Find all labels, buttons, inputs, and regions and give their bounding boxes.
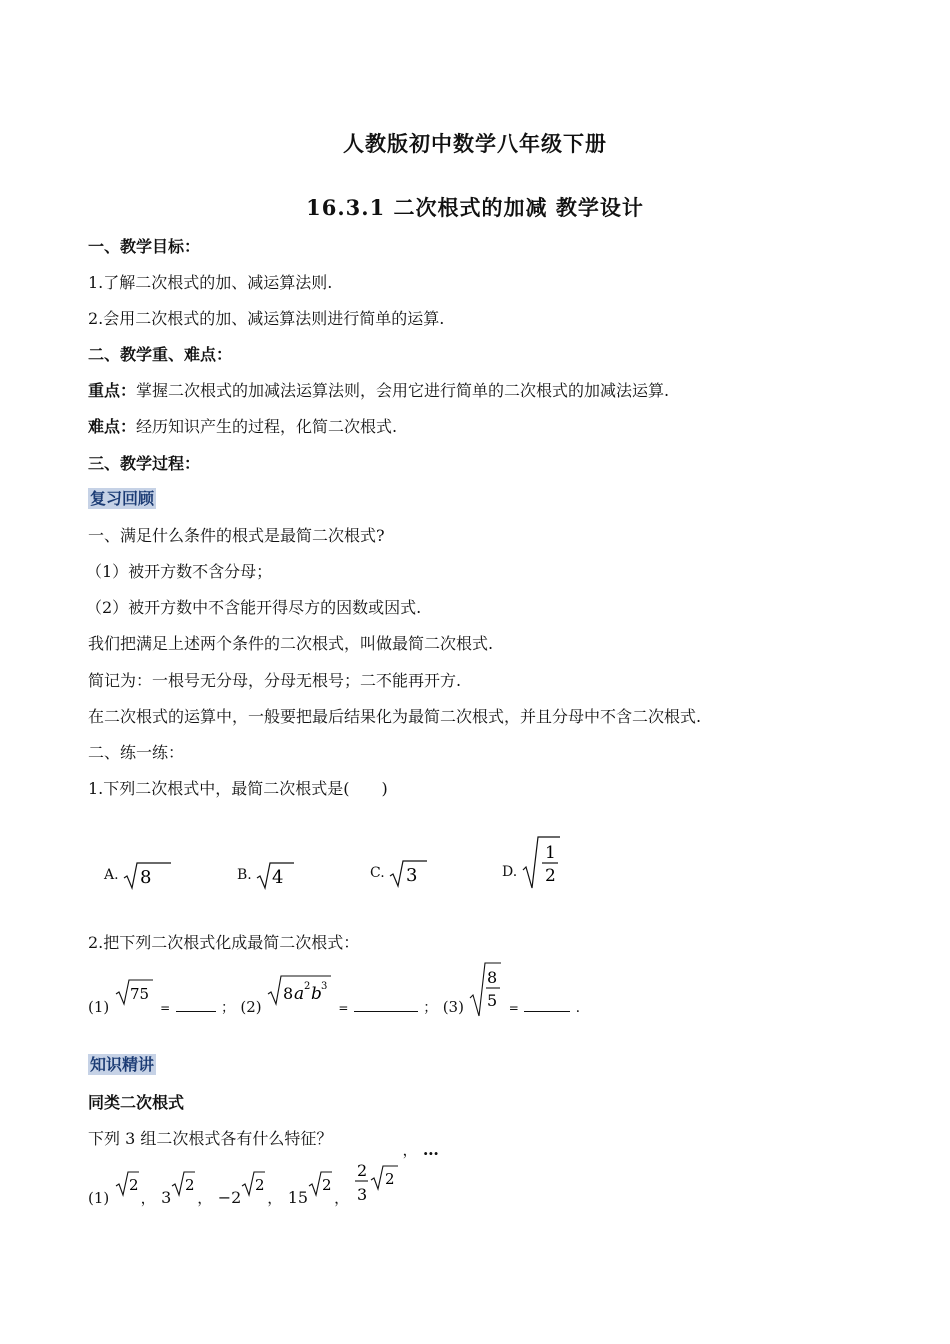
- section-heading-process: 三、教学过程：: [88, 454, 201, 473]
- goal-item-1: 1.了解二次根式的加、减运算法则.: [88, 273, 333, 292]
- definition-text: 我们把满足上述两个条件的二次根式，叫做最简二次根式.: [88, 634, 494, 653]
- mnemonic-text: 简记为：一根号无分母，分母无根号；二不能再开方.: [88, 671, 462, 690]
- option-b-radicand: 4: [272, 867, 284, 888]
- condition-2: （2）被开方数中不含能开得尽方的因数或因式.: [86, 598, 422, 617]
- group-1-radicand: 2: [185, 1176, 195, 1194]
- comma: ，: [334, 1188, 350, 1207]
- comma: ，: [197, 1188, 213, 1207]
- sqrt-symbol: [267, 972, 333, 1006]
- group-1-radicand: 2: [385, 1170, 396, 1188]
- sqrt-symbol: [171, 1169, 197, 1197]
- sqrt-symbol: [389, 858, 429, 888]
- ellipsis: …: [422, 1139, 439, 1159]
- option-a-radicand: 8: [140, 867, 152, 888]
- key-point-label: 重点：: [88, 381, 137, 400]
- difficulty-label: 难点：: [88, 417, 137, 436]
- sqrt-symbol: [522, 834, 562, 890]
- exercise-1: 1.下列二次根式中，最简二次根式是( ): [88, 779, 388, 798]
- group-1-frac-denominator: 3: [357, 1185, 368, 1204]
- group-1-radicand: 2: [128, 1176, 139, 1194]
- group-1-radicand: 2: [322, 1176, 332, 1194]
- review-question: 一、满足什么条件的根式是最简二次根式?: [88, 526, 385, 545]
- group-1-coef-3: −2: [217, 1187, 242, 1207]
- answer-blank-2[interactable]: [354, 997, 418, 1012]
- group-question: 下列 3 组二次根式各有什么特征？: [88, 1129, 333, 1148]
- ex2-part1-radicand: 75: [129, 985, 149, 1003]
- sqrt-symbol: [308, 1169, 334, 1197]
- ex2-part2-a-exponent: 2: [304, 981, 311, 992]
- sqrt-symbol: [241, 1169, 267, 1197]
- ex2-part2-b-exponent: 3: [321, 981, 328, 992]
- comma: ，: [140, 1188, 156, 1207]
- sqrt-symbol: [115, 976, 155, 1006]
- condition-1: （1）被开方数不含分母；: [86, 562, 273, 581]
- group-1-frac-numerator: 2: [357, 1161, 368, 1180]
- option-d: [502, 834, 562, 890]
- option-a: [104, 860, 173, 890]
- practice-heading: 二、练一练：: [88, 743, 185, 762]
- option-b: [237, 860, 296, 890]
- equals-sign: =: [508, 1000, 519, 1015]
- sqrt-symbol: [123, 860, 173, 890]
- goal-item-2: 2.会用二次根式的加、减运算法则进行简单的运算.: [88, 309, 445, 328]
- rule-text: 在二次根式的运算中，一般要把最后结果化为最简二次根式，并且分母中不含二次根式.: [88, 707, 702, 726]
- option-b-label: B.: [237, 867, 252, 883]
- main-title: 人教版初中数学八年级下册: [343, 131, 607, 156]
- section-heading-keypoints: 二、教学重、难点：: [88, 345, 233, 364]
- key-point-text: 掌握二次根式的加减法运算法则，会用它进行简单的二次根式的加减法运算.: [136, 381, 670, 400]
- comma: ，: [402, 1140, 418, 1159]
- exercise-2-expressions: [88, 958, 580, 1016]
- answer-blank-1[interactable]: [176, 997, 216, 1012]
- ex2-part3-denominator: 5: [487, 991, 498, 1010]
- option-d-label: D.: [502, 864, 518, 880]
- review-tag-line: [88, 486, 156, 509]
- fraction-sqrt: [354, 1156, 402, 1208]
- ex2-part2-label: (2): [240, 997, 262, 1016]
- separator: ；: [220, 999, 235, 1016]
- ex2-part2-a: a: [294, 984, 305, 1004]
- separator: ；: [423, 999, 438, 1016]
- similar-radicals-heading: 同类二次根式: [88, 1093, 185, 1112]
- option-d-numerator: 1: [544, 843, 556, 863]
- period: .: [575, 999, 581, 1016]
- answer-blank-3[interactable]: [524, 997, 570, 1012]
- difficulty-line: [88, 414, 397, 437]
- review-tag: 复习回顾: [90, 489, 155, 508]
- ex2-part2-b: b: [311, 984, 322, 1004]
- sub-title: 16.3.1 二次根式的加减 教学设计: [306, 195, 644, 220]
- option-c-label: C.: [370, 865, 385, 881]
- section-heading-goals: 一、教学目标：: [88, 237, 201, 256]
- knowledge-tag: 知识精讲: [90, 1055, 155, 1074]
- group-1-coef-2: 3: [161, 1187, 172, 1207]
- equals-sign: =: [160, 1000, 171, 1015]
- group-1-expression: [88, 1139, 439, 1208]
- group-1-coef-4: 15: [287, 1187, 309, 1207]
- option-d-denominator: 2: [544, 866, 556, 886]
- ex2-part3-label: (3): [442, 997, 464, 1016]
- ex2-part3-numerator: 8: [487, 968, 498, 987]
- option-a-label: A.: [104, 867, 119, 883]
- key-point-line: [88, 378, 669, 401]
- ex2-part1-label: (1): [88, 997, 110, 1016]
- knowledge-tag-line: [88, 1052, 156, 1075]
- ex2-part2-coef: 8: [283, 984, 294, 1003]
- sqrt-symbol: [469, 960, 503, 1018]
- sqrt-symbol: [115, 1169, 141, 1197]
- group-1-label: (1): [88, 1188, 110, 1207]
- exercise-2: 2.把下列二次根式化成最简二次根式：: [88, 933, 360, 952]
- group-1-radicand: 2: [255, 1176, 265, 1194]
- option-c: [370, 858, 429, 888]
- difficulty-text: 经历知识产生的过程，化简二次根式.: [136, 417, 398, 436]
- sqrt-symbol: [256, 860, 296, 890]
- option-c-radicand: 3: [406, 865, 418, 886]
- comma: ，: [267, 1188, 283, 1207]
- equals-sign: =: [338, 1000, 349, 1015]
